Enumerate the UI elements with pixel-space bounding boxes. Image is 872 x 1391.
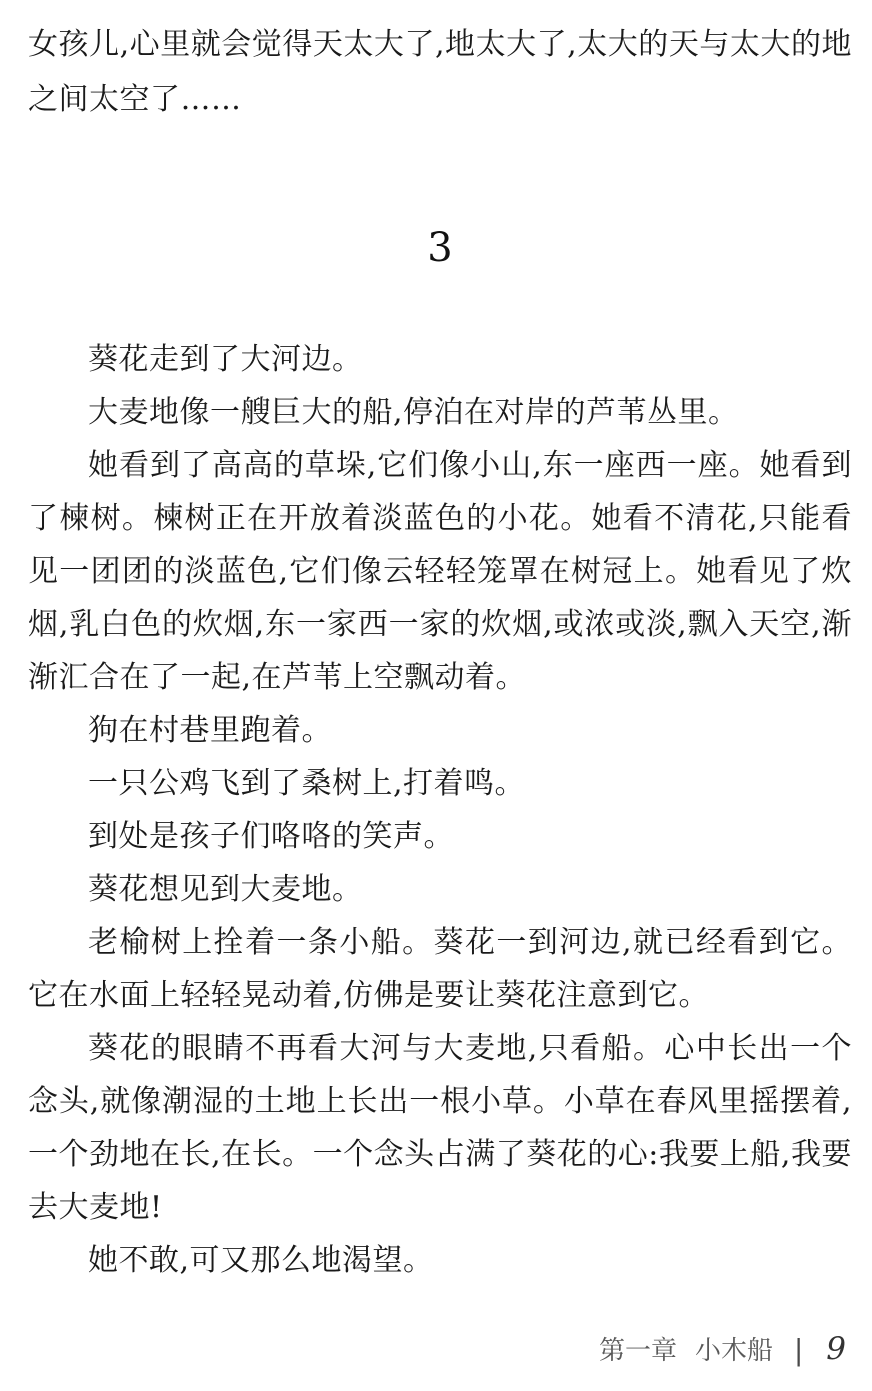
paragraph: 一只公鸡飞到了桑树上,打着鸣。 <box>88 766 526 801</box>
paragraph: 狗在村巷里跑着。 <box>88 713 332 748</box>
footer-chapter-label: 第一章 <box>598 1335 677 1365</box>
body-paragraphs <box>28 333 852 1287</box>
footer-page-number: 9 <box>826 1331 846 1367</box>
paragraph-continuation: 女孩儿,心里就会觉得天太大了,地太大了,太大的天与太大的地之间太空了…… <box>28 27 852 117</box>
paragraph: 葵花走到了大河边。 <box>88 342 363 377</box>
paragraph: 她看到了高高的草垛,它们像小山,东一座西一座。她看到了楝树。楝树正在开放着淡蓝色的小花。她看不清花,只能看见一团团的淡蓝色,它们像云轻轻笼罩在树冠上。她看见了炊烟,乳白色的炊烟,东一家西一家的炊烟,或浓或淡,飘入天空,渐渐汇合在了一起,在芦苇上空飘动着。 <box>28 448 852 695</box>
paragraph: 葵花想见到大麦地。 <box>88 872 363 907</box>
section-number: 3 <box>427 225 453 271</box>
paragraph: 葵花的眼睛不再看大河与大麦地,只看船。心中长出一个念头,就像潮湿的土地上长出一根小草。小草在春风里摇摆着,一个劲地在长,在长。一个念头占满了葵花的心:我要上船,我要去大麦地! <box>28 1031 852 1225</box>
paragraph: 她不敢,可又那么地渴望。 <box>88 1243 434 1278</box>
page-footer <box>599 1330 846 1367</box>
paragraph: 老榆树上拴着一条小船。葵花一到河边,就已经看到它。它在水面上轻轻晃动着,仿佛是要让葵花注意到它。 <box>28 925 852 1013</box>
footer-chapter-title: 小木船 <box>694 1335 773 1365</box>
footer-separator: | <box>794 1332 803 1367</box>
paragraph: 到处是孩子们咯咯的笑声。 <box>88 819 454 854</box>
paragraph: 大麦地像一艘巨大的船,停泊在对岸的芦苇丛里。 <box>88 395 739 430</box>
